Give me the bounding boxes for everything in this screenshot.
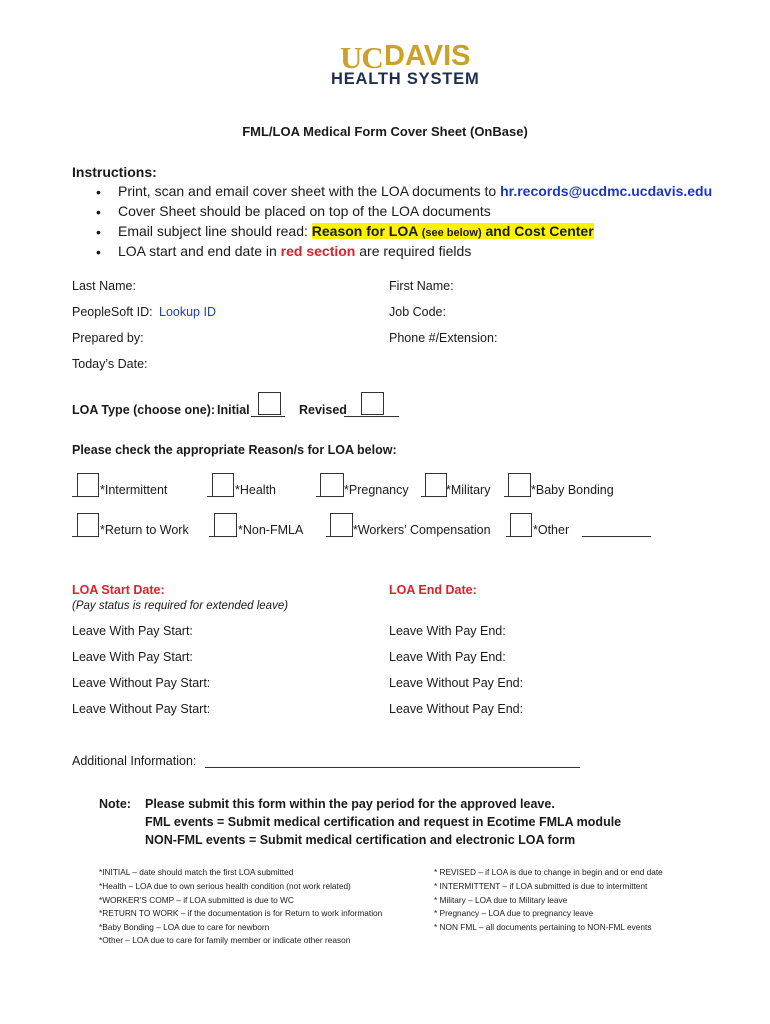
highlight-reason: Reason for LOA <box>311 223 422 239</box>
non-fmla-label: *Non-FMLA <box>238 523 304 537</box>
note-label: Note: <box>99 797 131 811</box>
bullet-icon: • <box>96 204 101 220</box>
military-underline <box>421 496 447 497</box>
workers-comp-underline <box>326 536 353 537</box>
additional-information-label: Additional Information: <box>72 754 197 768</box>
first-name-label: First Name: <box>389 279 454 293</box>
revised-checkbox[interactable] <box>361 392 384 415</box>
note-line-3: NON-FML events = Submit medical certification and electronic LOA form <box>145 833 576 847</box>
workers-comp-checkbox[interactable] <box>330 513 353 537</box>
intermittent-label: *Intermittent <box>100 483 168 497</box>
instruction-1 <box>118 183 712 199</box>
other-underline <box>506 536 532 537</box>
prepared-by-label: Prepared by: <box>72 331 144 345</box>
logo-davis: DAVIS <box>384 40 471 72</box>
intermittent-underline <box>72 496 99 497</box>
pregnancy-checkbox[interactable] <box>320 473 344 497</box>
other-label: *Other <box>533 523 570 537</box>
instruction-4-pre: LOA start and end date in <box>118 243 281 259</box>
lookup-id-link[interactable]: Lookup ID <box>159 305 216 319</box>
pay-status-note: (Pay status is required for extended leave) <box>72 600 289 612</box>
military-checkbox[interactable] <box>425 473 447 497</box>
note-line-2: FML events = Submit medical certification and request in Ecotime FMLA module <box>145 815 622 829</box>
instruction-3 <box>118 223 594 239</box>
highlight-see-below: (see below) <box>421 227 482 239</box>
instruction-3-text: Email subject line should read: <box>118 223 312 239</box>
loa-type-initial-label: Initial <box>217 403 250 417</box>
instructions-heading: Instructions: <box>72 164 157 180</box>
footnote-right: * Military – LOA due to Military leave <box>434 895 568 905</box>
leave-with-pay-end-2: Leave With Pay End: <box>389 650 506 664</box>
footnote-left: *WORKER’S COMP – if LOA submitted is due to WC <box>99 895 294 905</box>
email-link[interactable]: hr.records@ucdmc.ucdavis.edu <box>500 183 713 199</box>
footnote-left: *Health – LOA due to own serious health condition (not work related) <box>99 881 351 891</box>
other-specify-line[interactable] <box>582 536 651 537</box>
health-checkbox[interactable] <box>212 473 234 497</box>
footnote-right: * Pregnancy – LOA due to pregnancy leave <box>434 908 594 918</box>
logo-uc: UC <box>340 40 383 75</box>
instruction-2: Cover Sheet should be placed on top of the LOA documents <box>118 203 491 219</box>
footnote-left: *INITIAL – date should match the first LOA submitted <box>99 867 294 877</box>
return-to-work-label: *Return to Work <box>100 523 189 537</box>
phone-extension-label: Phone #/Extension: <box>389 331 498 345</box>
return-to-work-underline <box>72 536 99 537</box>
pregnancy-label: *Pregnancy <box>344 483 409 497</box>
loa-start-date-heading: LOA Start Date: <box>72 583 165 597</box>
non-fmla-underline <box>209 536 237 537</box>
logo-health-system: HEALTH SYSTEM <box>331 70 480 88</box>
non-fmla-checkbox[interactable] <box>214 513 237 537</box>
loa-type-revised-label: Revised <box>299 403 347 417</box>
instruction-4-red: red section <box>280 243 356 259</box>
workers-comp-label: *Workers’ Compensation <box>353 523 491 537</box>
instruction-4 <box>118 243 471 259</box>
instruction-1-text: Print, scan and email cover sheet with the LOA documents to <box>118 183 501 199</box>
leave-without-pay-start-2: Leave Without Pay Start: <box>72 702 211 716</box>
leave-without-pay-start-1: Leave Without Pay Start: <box>72 676 211 690</box>
footnote-right: * NON FML – all documents pertaining to NON-FML events <box>434 922 652 932</box>
intermittent-checkbox[interactable] <box>77 473 99 497</box>
return-to-work-checkbox[interactable] <box>77 513 99 537</box>
footnote-right: * REVISED – if LOA is due to change in begin and or end date <box>434 867 663 877</box>
last-name-label: Last Name: <box>72 279 136 293</box>
subject-highlight <box>312 223 594 239</box>
revised-underline <box>344 416 399 417</box>
todays-date-label: Today’s Date: <box>72 357 148 371</box>
highlight-cost-center: and Cost Center <box>481 223 594 239</box>
leave-without-pay-end-1: Leave Without Pay End: <box>389 676 524 690</box>
baby-bonding-label: *Baby Bonding <box>531 483 614 497</box>
bullet-icon: • <box>96 184 101 200</box>
note-line-1: Please submit this form within the pay period for the approved leave. <box>145 797 555 811</box>
health-label: *Health <box>235 483 276 497</box>
bullet-icon: • <box>96 244 101 260</box>
initial-underline <box>251 416 285 417</box>
leave-with-pay-start-1: Leave With Pay Start: <box>72 624 193 638</box>
job-code-label: Job Code: <box>389 305 446 319</box>
footnote-left: *RETURN TO WORK – if the documentation is for Return to work information <box>99 908 383 918</box>
leave-with-pay-start-2: Leave With Pay Start: <box>72 650 193 664</box>
baby-bonding-underline <box>504 496 531 497</box>
initial-checkbox[interactable] <box>258 392 281 415</box>
loa-end-date-heading: LOA End Date: <box>389 583 477 597</box>
bullet-icon: • <box>96 224 101 240</box>
footnote-right: * INTERMITTENT – if LOA submitted is due to intermittent <box>434 881 648 891</box>
loa-type-label: LOA Type (choose one): <box>72 403 216 417</box>
form-title: FML/LOA Medical Form Cover Sheet (OnBase) <box>242 124 528 139</box>
peoplesoft-id-label: PeopleSoft ID: <box>72 305 153 319</box>
baby-bonding-checkbox[interactable] <box>508 473 531 497</box>
pregnancy-underline <box>316 496 344 497</box>
other-checkbox[interactable] <box>510 513 532 537</box>
leave-with-pay-end-1: Leave With Pay End: <box>389 624 506 638</box>
instruction-4-post: are required fields <box>355 243 472 259</box>
health-underline <box>207 496 234 497</box>
military-label: *Military <box>446 483 491 497</box>
leave-without-pay-end-2: Leave Without Pay End: <box>389 702 524 716</box>
additional-information-line[interactable] <box>205 767 580 768</box>
footnote-left: *Baby Bonding – LOA due to care for newborn <box>99 922 270 932</box>
reasons-heading: Please check the appropriate Reason/s for LOA below: <box>72 443 397 457</box>
footnote-left: *Other – LOA due to care for family member or indicate other reason <box>99 935 351 945</box>
